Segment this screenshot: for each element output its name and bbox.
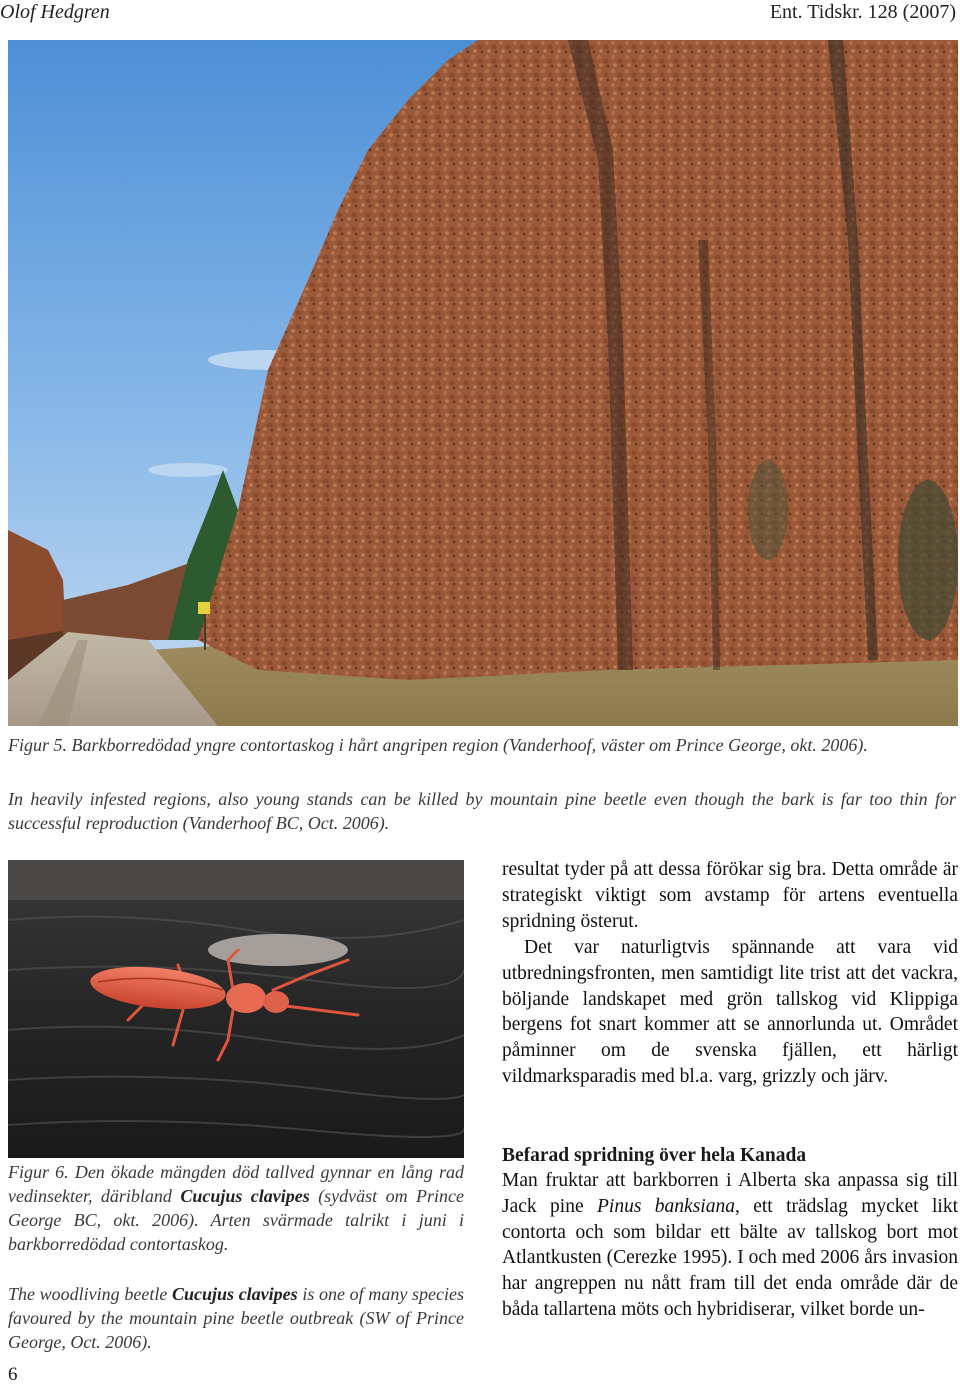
species-name: Pinus banksiana <box>597 1195 735 1217</box>
figure-5-caption-english: In heavily infested regions, also young stands can be killed by mountain pine beetle even though the bark is far too thin for successful reproduction (Vanderhoof BC, Oct. 2006). <box>8 789 956 833</box>
figure-6-caption-english-text: is one of many species favoured by the mountain pine beetle outbreak (SW of Prince George, Oct. 2006). <box>8 1284 464 1352</box>
body-paragraph: Det var naturligtvis spännande att vara vid utbredningsfronten, men samtidigt lite trist att det vackra, böljande landskapet med grön tallskog vid Klippiga bergens fot snart kommer att se annorlunda ut. Området påminner om de svenska fjällen, ett härligt vildmarksparadis med bl.a. varg, grizzly och järv. <box>502 937 958 1087</box>
running-header-journal: Ent. Tidskr. 128 (2007) <box>769 1 956 23</box>
figure-5-caption-swedish: Figur 5. Barkborredödad yngre contortaskog i hårt angripen region (Vanderhoof, väster om Prince George, okt. 2006). <box>8 735 868 755</box>
body-paragraph <box>502 1168 958 1323</box>
figure-5-photo <box>8 40 958 726</box>
running-header-author: Olof Hedgren <box>0 1 110 23</box>
page-number: 6 <box>8 1364 18 1385</box>
figure-6-caption-english-text: The woodliving beetle <box>8 1284 172 1304</box>
section-heading: Befarad spridning över hela Kanada <box>502 1145 807 1166</box>
species-name: Cucujus clavipes <box>180 1186 310 1206</box>
body-text: Man fruktar att barkborren i Alberta ska anpassa sig till Jack pine <box>502 1170 958 1217</box>
body-text: , ett trädslag mycket likt contorta och som bildar ett bälte av tallskog bort mot Atlantkusten (Cerezke 1995). I och med 2006 års invasion har angreppen nu nått fram till det enda område där de båda tallartena möts och hybridiserar, vilket borde un- <box>502 1195 958 1320</box>
figure-6-caption-swedish <box>8 1160 464 1256</box>
figure-6-caption-swedish-text: (sydväst om Prince George BC, okt. 2006). Arten svärmade talrikt i juni i barkborredödad contortaskog. <box>8 1186 464 1254</box>
body-paragraph: resultat tyder på att dessa förökar sig bra. Detta område är strategiskt viktigt som avstamp för artens eventuella spridning österut. <box>502 859 958 932</box>
species-name: Cucujus clavipes <box>171 1284 298 1304</box>
figure-6-photo <box>8 860 464 1158</box>
figure-6-caption-swedish-text: Figur 6. Den ökade mängden död tallved gynnar en lång rad vedinsekter, däribland <box>8 1162 464 1206</box>
figure-6-caption-english <box>8 1282 464 1354</box>
